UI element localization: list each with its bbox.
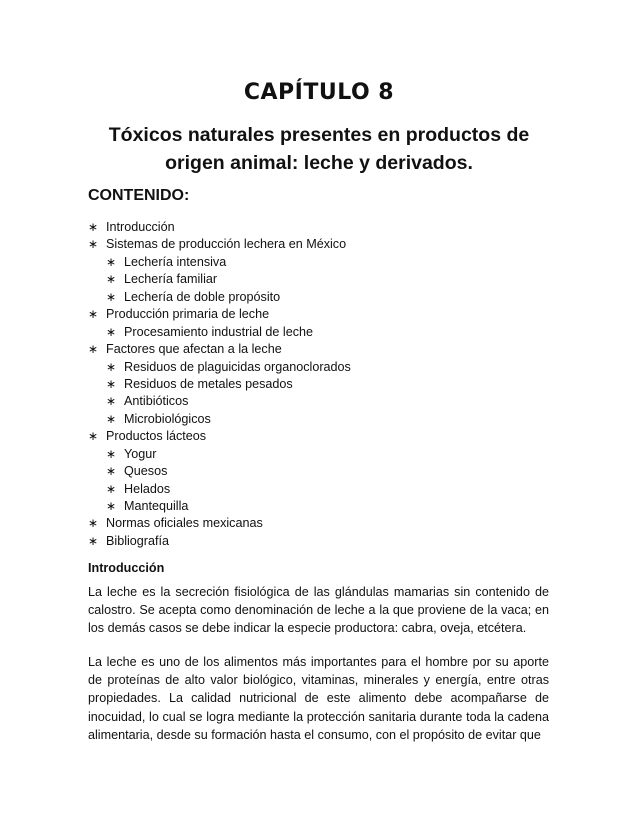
contents-item-label: Factores que afectan a la leche: [106, 342, 282, 357]
contents-item-label: Sistemas de producción lechera en México: [106, 237, 347, 252]
bullet-icon: ∗: [88, 237, 99, 252]
contents-subitem: [88, 393, 351, 410]
bullet-icon: ∗: [88, 342, 99, 357]
contents-heading: CONTENIDO:: [88, 187, 190, 204]
bullet-icon: ∗: [88, 220, 99, 234]
bullet-icon: ∗: [88, 429, 99, 444]
contents-item-label: Producción primaria de leche: [106, 307, 270, 322]
contents-item-label: Quesos: [124, 464, 168, 479]
contents-item: [88, 428, 351, 445]
contents-subitem: [88, 446, 351, 463]
contents-subitem: [88, 324, 351, 341]
contents-item-label: Helados: [124, 481, 171, 496]
contents-item-label: Introducción: [106, 220, 175, 234]
contents-item: [88, 306, 351, 323]
contents-item: [88, 219, 351, 236]
contents-subitem: [88, 481, 351, 498]
bullet-icon: ∗: [106, 394, 117, 409]
contents-subitem: [88, 376, 351, 393]
bullet-icon: ∗: [106, 376, 117, 391]
contents-item-label: Normas oficiales mexicanas: [106, 516, 263, 531]
contents-subitem: [88, 498, 351, 515]
contents-item-label: Lechería intensiva: [124, 254, 227, 269]
contents-item: [88, 533, 351, 550]
contents-item-label: Residuos de metales pesados: [124, 376, 293, 391]
bullet-icon: ∗: [88, 516, 99, 531]
contents-item: [88, 236, 351, 253]
contents-item-label: Productos lácteos: [106, 429, 207, 444]
contents-subitem: [88, 289, 351, 306]
contents-item: [88, 341, 351, 358]
contents-subitem: [88, 254, 351, 271]
contents-item-label: Procesamiento industrial de leche: [124, 324, 314, 339]
bullet-icon: ∗: [88, 307, 99, 322]
bullet-icon: ∗: [106, 464, 117, 479]
chapter-title: Tóxicos naturales presentes en productos de origen animal: leche y derivados.: [108, 124, 530, 174]
contents-list: [88, 219, 351, 550]
contents-subitem: [88, 463, 351, 480]
bullet-icon: ∗: [106, 324, 117, 339]
bullet-icon: ∗: [106, 446, 117, 461]
section-heading: Introducción: [88, 561, 165, 575]
contents-item-label: Microbiológicos: [124, 411, 211, 426]
paragraph: La leche es la secreción fisiológica de las glándulas mamarias sin contenido de calostro. Se acepta como denominación de leche a la que proviene de la vaca; en los demás casos se debe indicar la especie productora: cabra, oveja, etcétera.: [88, 585, 549, 636]
contents-subitem: [88, 271, 351, 288]
contents-item-label: Mantequilla: [124, 499, 189, 513]
contents-subitem: [88, 411, 351, 428]
contents-item-label: Residuos de plaguicidas organoclorados: [124, 359, 351, 374]
bullet-icon: ∗: [106, 289, 117, 304]
bullet-icon: ∗: [106, 272, 117, 287]
contents-item-label: Antibióticos: [124, 394, 189, 409]
contents-item-label: Yogur: [124, 446, 157, 461]
contents-subitem: [88, 359, 351, 376]
contents-item-label: Bibliografía: [106, 533, 170, 548]
chapter-label: CAPÍTULO 8: [243, 80, 395, 105]
bullet-icon: ∗: [106, 359, 117, 374]
contents-item-label: Lechería de doble propósito: [124, 289, 281, 304]
contents-item-label: Lechería familiar: [124, 272, 218, 287]
bullet-icon: ∗: [106, 481, 117, 496]
contents-item: [88, 515, 351, 532]
bullet-icon: ∗: [88, 533, 99, 548]
paragraph: La leche es uno de los alimentos más importantes para el hombre por su aporte de proteínas de alto valor biológico, vitaminas, minerales y energía, entre otras propiedades. La calidad nutricional de este alimento debe acompañarse de inocuidad, lo cual se logra mediante la protección sanitaria durante toda la cadena alimentaria, desde su formación hasta el consumo, con el propósito de evitar que: [88, 655, 549, 742]
bullet-icon: ∗: [106, 411, 117, 426]
bullet-icon: ∗: [106, 499, 117, 513]
bullet-icon: ∗: [106, 254, 117, 269]
